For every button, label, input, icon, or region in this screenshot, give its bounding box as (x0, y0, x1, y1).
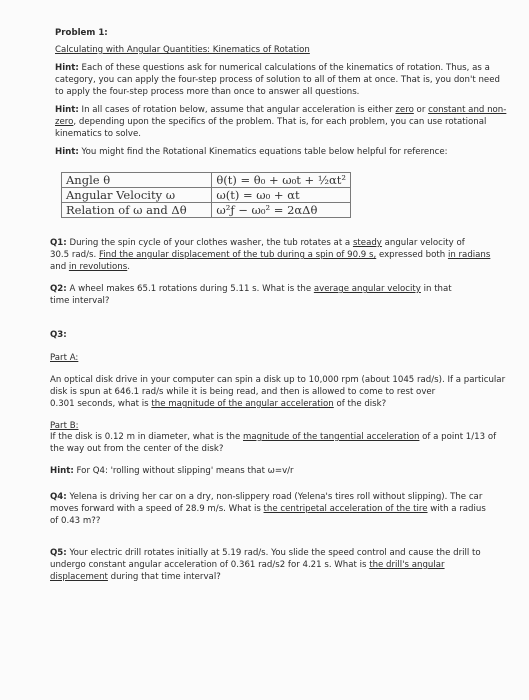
q2-avg-ang-vel: average angular velocity (313, 284, 421, 294)
hint2-zero-2: zero (55, 117, 74, 127)
table-row (62, 188, 351, 203)
q3-b-text-1a: If the disk is 0.12 m in diameter, what is the (50, 432, 243, 442)
problem-subtitle: Calculating with Angular Quantities: Kinematics of Rotation (55, 45, 310, 55)
q1-revolutions: in revolutions (68, 262, 128, 272)
hint2-text-2: , depending upon the specifics of the problem. That is, for each problem, you can use rotational (73, 117, 487, 127)
table-cell-name: Relation of ω and Δθ (62, 203, 212, 218)
hint1-text-1: Each of these questions ask for numerical calculations of the kinematics of rotation. Thus, as a (81, 63, 490, 73)
hint1-line2: category, you can apply the four-step process of solution to all of them at once. That is, you don't need (55, 75, 500, 85)
table-row (62, 173, 351, 188)
q1-steady: steady (352, 238, 382, 248)
hint2-zero: zero (395, 105, 414, 115)
q3-part-a-label: Part A: (50, 353, 79, 363)
q5-line2 (50, 559, 445, 571)
hint2-text-1a: In all cases of rotation below, assume that angular acceleration is either (81, 105, 396, 115)
q5-label: Q5: (50, 548, 67, 558)
q1-text-3a: and (50, 262, 69, 272)
q4-line3: of 0.43 m?? (50, 516, 101, 526)
q2-text-1c: in that (420, 284, 452, 294)
hint2-line3: kinematics to solve. (55, 129, 142, 139)
q1-text-2a: 30.5 rad/s. (50, 250, 99, 260)
q5-line3 (50, 571, 221, 583)
q1-line2 (50, 249, 490, 261)
hint2-or: or (413, 105, 429, 115)
hint3-line (55, 146, 448, 158)
q1-text-1c: angular velocity of (381, 238, 465, 248)
q3-b-text-1c: of a point 1/13 of (419, 432, 497, 442)
hint4-line (50, 465, 294, 477)
hint2-line2 (55, 116, 486, 128)
hint4-text: For Q4: 'rolling without slipping' means that ω=v/r (76, 466, 294, 476)
q3-a-line3 (50, 398, 386, 410)
q4-line2 (50, 503, 486, 515)
q3-a-text-3a: 0.301 seconds, what is (50, 399, 152, 409)
q1-text-2c: expressed both (376, 250, 448, 260)
hint2-constant: constant and non- (428, 105, 507, 115)
q2-label: Q2: (50, 284, 67, 294)
q3-a-line2: disk is spun at 646.1 rad/s while it is being read, and then is allowed to come to rest over (50, 387, 436, 397)
q1-text-1a: During the spin cycle of your clothes washer, the tub rotates at a (69, 238, 353, 248)
hint4-label: Hint: (50, 466, 74, 476)
q3-b-line1 (50, 431, 496, 443)
q5-drill-angular: the drill's angular (369, 560, 445, 570)
q3-label: Q3: (50, 330, 67, 340)
hint2-label: Hint: (55, 105, 79, 115)
hint1-line3: to apply the four-step process more than once to answer all questions. (55, 87, 360, 97)
table-row (62, 203, 351, 218)
q3-part-b-label: Part B: (50, 421, 79, 431)
q5-text-3b: during that time interval? (107, 572, 221, 582)
hint2-line1 (55, 104, 506, 116)
q3-a-line1: An optical disk drive in your computer can spin a disk up to 10,000 rpm (about 1045 rad/s). If a particular (50, 375, 506, 385)
q4-text-2a: moves forward with a speed of 28.9 m/s. What is (50, 504, 264, 514)
q4-text-2c: with a radius (427, 504, 486, 514)
q4-line1 (50, 491, 482, 503)
hint3-text: You might find the Rotational Kinematics equations table below helpful for reference: (81, 147, 448, 157)
hint1-label: Hint: (55, 63, 79, 73)
q5-text-2a: undergo constant angular acceleration of 0.361 rad/s2 for 4.21 s. What is (50, 560, 370, 570)
q3-a-text-3c: of the disk? (333, 399, 387, 409)
table-cell-name: Angular Velocity ω (62, 188, 212, 203)
problem-title: Problem 1: (55, 28, 108, 38)
q1-label: Q1: (50, 238, 67, 248)
rotational-kinematics-table (61, 172, 351, 218)
q1-find: Find the angular displacement of the tub during a spin of 90.9 s, (98, 250, 377, 260)
q2-line1 (50, 283, 452, 295)
table-cell-equation: θ(t) = θ₀ + ω₀t + ½αt² (212, 173, 351, 188)
q1-line1 (50, 237, 465, 249)
q5-displacement: displacement (50, 572, 108, 582)
q1-line3 (50, 261, 130, 273)
hint3-label: Hint: (55, 147, 79, 157)
table-cell-name: Angle θ (62, 173, 212, 188)
q4-label: Q4: (50, 492, 67, 502)
q5-line1 (50, 547, 481, 559)
q5-text-1: Your electric drill rotates initially at 5.19 rad/s. You slide the speed control and cause the drill to (69, 548, 481, 558)
q4-text-1: Yelena is driving her car on a dry, non-slippery road (Yelena's tires roll without slipping). The car (69, 492, 483, 502)
table-cell-equation: ω(t) = ω₀ + αt (212, 188, 351, 203)
q1-text-3c: . (127, 262, 130, 272)
q3-a-magnitude: the magnitude of the angular acceleration (151, 399, 334, 409)
q2-text-1a: A wheel makes 65.1 rotations during 5.11 s. What is the (69, 284, 314, 294)
q3-b-line2: the way out from the center of the disk? (50, 444, 224, 454)
q3-b-magnitude: magnitude of the tangential acceleration (242, 432, 420, 442)
q4-centripetal: the centripetal acceleration of the tire (263, 504, 428, 514)
table-cell-equation: ω²ƒ − ω₀² = 2αΔθ (212, 203, 351, 218)
q1-radians: in radians (447, 250, 491, 260)
hint1-line1 (55, 62, 490, 74)
q2-line2: time interval? (50, 296, 110, 306)
